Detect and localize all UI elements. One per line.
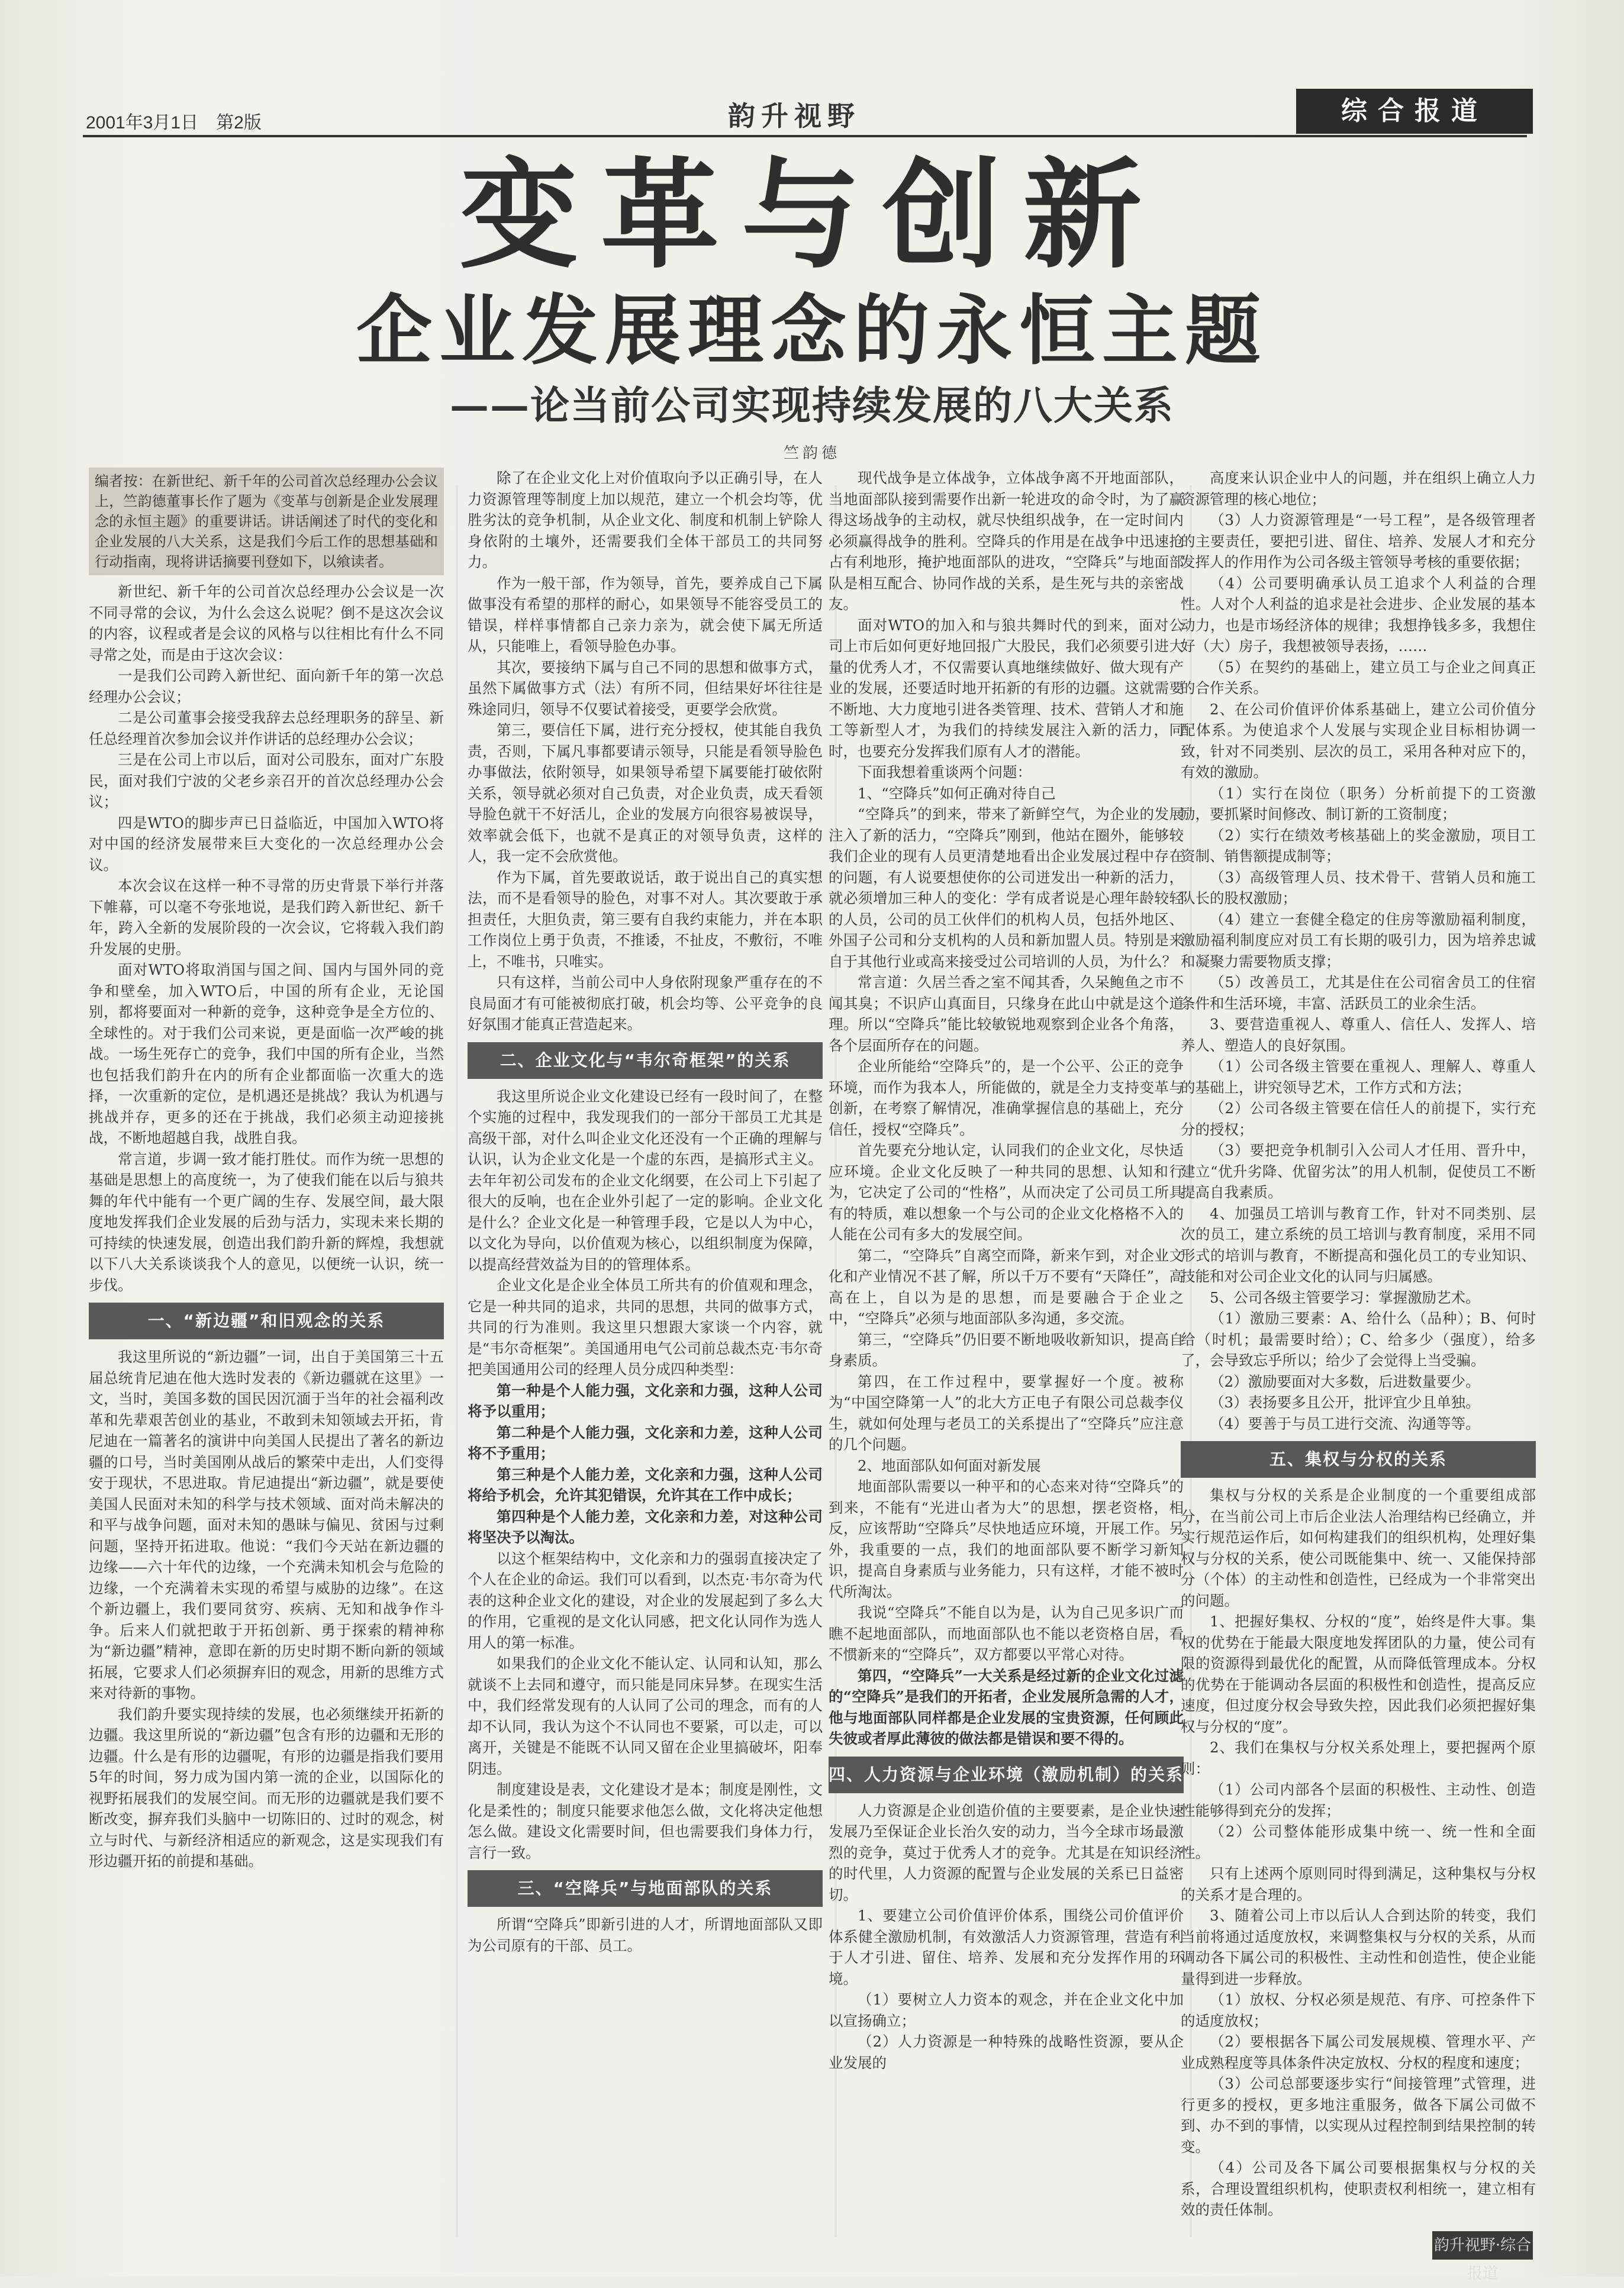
- paragraph: 3、要营造重视人、尊重人、信任人、发挥人、培养人、塑造人的良好氛围。: [1181, 1016, 1536, 1054]
- paragraph: 第三，要信任下属，进行充分授权，使其能自我负责，否则，下属凡事都要请示领导，只能是看领导脸色办事做法，依附领导，如果领导希望下属要能打破依附关系，领导就必须对自己负责，对企业负责，成天看领导脸色就干不好活儿，企业的发展方向很容易被误导，效率就会低下，也就不是真正的对领导负责，这样的人，我一定不会欣赏他。: [468, 721, 823, 865]
- paragraph: 首先要充分地认定，认同我们的企业文化，尽快适应环境。企业文化反映了一种共同的思想、认知和行为，它决定了公司的“性格”，从而决定了公司员工所具有的特质，难以想象一个与公司的企业文化格格不入的人能在公司有多大的发展空间。: [829, 1142, 1184, 1243]
- paragraph: 第四，“空降兵”一大关系是经过新的企业文化过滤的“空降兵”是我们的开拓者，企业发展所急需的人才，他与地面部队同样都是企业发展的宝贵资源，任何顾此失彼或者厚此薄彼的做法都是错误和要不得的。: [829, 1667, 1184, 1747]
- paragraph: （5）在契约的基础上，建立员工与企业之间真正的合作关系。: [1181, 658, 1536, 697]
- paragraph: 以这个框架结构中，文化亲和力的强弱直接决定了个人在企业的命运。我们可以看到，以杰克·韦尔奇为代表的这种企业文化的建设，对企业的发展起到了多么大的作用，它重视的是文化认同感，把文化认同作为选人用人的第一标准。: [468, 1549, 823, 1651]
- paragraph: （2）人力资源是一种特殊的战略性资源，要从企业发展的: [829, 2033, 1184, 2071]
- paragraph: 第二，“空降兵”自离空而降，新来乍到，对企业文化和产业情况不甚了解，所以千万不要有“天降任”，高高在上，自以为是的思想，而是要融合于企业之中，“空降兵”必须与地面部队多沟通，多交流。: [829, 1246, 1184, 1327]
- article-column-3: [829, 468, 1184, 2219]
- paragraph: 1、把握好集权、分权的“度”，始终是件大事。集权的优势在于能最大限度地发挥团队的力量，使公司有限的资源得到最优化的配置，从而降低管理成本。分权的优势在于能调动各层面的积极性和创造性，提高反应速度，但过度分权会导致失控，因此我们必须把握好集权与分权的“度”。: [1181, 1613, 1536, 1735]
- paragraph: 除了在企业文化上对价值取向予以正确引导，在人力资源管理等制度上加以规范，建立一个机会均等，优胜劣汰的竞争机制，从企业文化、制度和机制上铲除人身依附的土壤外，还需要我们全体干部员工的共同努力。: [468, 469, 823, 571]
- byline: 竺韵德: [783, 444, 840, 462]
- section-badge: 综合报道: [1296, 89, 1533, 134]
- paragraph: （1）要树立人力资本的观念，并在企业文化中加以宣扬确立；: [829, 1991, 1184, 2029]
- paragraph: 作为一般干部，作为领导，首先，要养成自己下属做事没有希望的那样的耐心，如果领导不能容受员工的错误，样样事情都自己亲力亲为，就会使下属无所适从，只能唯上，看领导脸色办事。: [468, 574, 823, 655]
- paragraph: （4）公司要明确承认员工追求个人利益的合理性。人对个人利益的追求是社会进步、企业发展的基本动力，也是市场经济体的规律；我想挣钱多多，我想住好（大）房子，我想被领导表扬，……: [1181, 574, 1536, 655]
- editor-note: 编者按：在新世纪、新千年的公司首次总经理办公会议上，竺韵德董事长作了题为《变革与创新是企业发展理念的永恒主题》的重要讲话。讲话阐述了时代的变化和企业发展的八大关系，这是我们今后工作的思想基础和行动指南，现将讲话摘要刊登如下，以飨读者。: [89, 468, 444, 575]
- paragraph: （1）实行在岗位（职务）分析前提下的工资激励，要抓紧时间修改、制订新的工资制度；: [1181, 784, 1536, 823]
- paragraph: 如果我们的企业文化不能认定、认同和认知，那么就谈不上去同和遵守，而只能是同床异梦。在现实生活中，我们经常发现有的人认同了公司的理念，而有的人却不认同，我认为这个不认同也不要紧，可以走，可以离开，关键是不能既不认同又留在企业里搞破坏，阳奉阴违。: [468, 1655, 823, 1777]
- paragraph: 第四，在工作过程中，要掌握好一个度。被称为“中国空降第一人”的北大方正电子有限公司总裁李仪生，就如何处理与老员工的关系提出了“空降兵”应注意的几个问题。: [829, 1372, 1184, 1453]
- paragraph: （4）要善于与员工进行交流、沟通等等。: [1210, 1414, 1480, 1432]
- paragraph: （2）公司各级主管要在信任人的前提下，实行充分的授权；: [1181, 1100, 1536, 1138]
- footer-stamp: 韵升视野·综合报道: [1432, 2231, 1533, 2260]
- issue-date: 2001年3月1日 第2版: [86, 113, 262, 133]
- paragraph: （4）建立一套健全稳定的住房等激励福利制度，激励福利制度应对员工有长期的吸引力，因为培养忠诚和凝聚力需要物质支撑；: [1181, 910, 1536, 970]
- section-heading-1: 一、“新边疆”和旧观念的关系: [89, 1303, 444, 1339]
- paragraph: 我说“空降兵”不能自以为是，认为自己见多识广而瞧不起地面部队，而地面部队也不能以老资格自居，看不惯新来的“空降兵”，双方都要以平常心对待。: [829, 1604, 1184, 1663]
- paragraph: （3）人力资源管理是“一号工程”，是各级管理者的主要责任，要把引进、留住、培养、发展人才和充分发挥人的作用作为公司各级主管领导考核的重要依据；: [1181, 511, 1536, 571]
- paragraph: 常言道，步调一致才能打胜仗。而作为统一思想的基础是思想上的高度统一，为了使我们能在以后与狼共舞的年代中能有一个更广阔的生存、发展空间，最大限度地发挥我们企业发展的后劲与活力，实现未来长期的可持续的快速发展，创造出我们韵升新的辉煌，我想就以下八大关系谈谈我个人的意见，以便统一认识，统一步伐。: [89, 1150, 444, 1294]
- paragraph: 二是公司董事会接受我辞去总经理职务的辞呈、新任总经理首次参加会议并作讲话的总经理办公会议；: [89, 709, 444, 747]
- framework-item: 第一种是个人能力强，文化亲和力强，这种人公司将予以重用；: [468, 1381, 823, 1420]
- article-column-1: [89, 468, 444, 2219]
- paragraph: 三是在公司上市以后，面对公司股东，面对广东股民，面对我们宁波的父老乡亲召开的首次总经理办公会议；: [89, 751, 444, 810]
- paragraph: （4）公司及各下属公司要根据集权与分权的关系，合理设置组织机构，使职责权利相统一，建立相有效的责任体制。: [1181, 2159, 1536, 2218]
- framework-item: 第四种是个人能力差，文化亲和力差，对这种公司将坚决予以淘汰。: [468, 1507, 823, 1546]
- paragraph: 5、公司各级主管要学习：掌握激励艺术。: [1210, 1288, 1480, 1306]
- paragraph: 制度建设是表，文化建设才是本；制度是刚性，文化是柔性的；制度只能要求他怎么做，文化将决定他想怎么做。建设文化需要时间，但也需要我们身体力行，言行一致。: [468, 1781, 823, 1861]
- paragraph: （1）激励三要素：A、给什么（品种）；B、何时给（时机；最需要时给）；C、给多少（强度），给多了，会导致忘乎所以；给少了会觉得上当受骗。: [1181, 1310, 1536, 1369]
- masthead-rule: [83, 135, 1527, 137]
- paragraph: （2）公司整体能形成集中统一、统一性和全面性。: [1181, 1823, 1536, 1861]
- paragraph: 我这里所说企业文化建设已经有一段时间了，在整个实施的过程中，我发现我们的一部分干部员工尤其是高级干部，对什么叫企业文化还没有一个正确的理解与认识，认为企业文化是一个虚的东西，是搞形式主义。去年年初公司发布的企业文化纲要，在公司上下引起了很大的反响，也在企业外引起了一定的影响。企业文化是什么？企业文化是一种管理手段，它是以人为中心，以文化为导向，以价值观为核心，以组织制度为保障，以提高经营效益为目的的管理体系。: [468, 1087, 823, 1273]
- paragraph: 现代战争是立体战争，立体战争离不开地面部队，当地面部队接到需要作出新一轮进攻的命令时，为了赢得这场战争的主动权，就尽快组织战争，在一定时间内必须赢得战争的胜利。空降兵的作用是在战争中迅速抢占有利地形，掩护地面部队的进攻，“空降兵”与地面部队是相互配合、协同作战的关系，是生死与共的亲密战友。: [829, 469, 1184, 613]
- paragraph: 四是WTO的脚步声已日益临近，中国加入WTO将对中国的经济发展带来巨大变化的一次总经理办公会议。: [89, 814, 444, 874]
- paragraph: 其次，要接纳下属与自己不同的思想和做事方式，虽然下属做事方式（法）有所不同，但结果好坏往往是殊途同归，领导不仅要试着接受，更要学会欣赏。: [468, 658, 823, 718]
- paragraph: 所谓“空降兵”即新引进的人才，所谓地面部队又即为公司原有的干部、员工。: [468, 1916, 823, 1954]
- paragraph: 企业文化是企业全体员工所共有的价值观和理念，它是一种共同的追求，共同的思想，共同的做事方式，共同的行为准则。我这里只想跟大家谈一个内容，就是“韦尔奇框架”。美国通用电气公司前总裁杰克·韦尔奇把美国通用公司的经理人员分成四种类型：: [468, 1277, 823, 1378]
- paragraph: （5）改善员工，尤其是住在公司宿舍员工的住宿条件和生活环境，丰富、活跃员工的业余生活。: [1181, 974, 1536, 1012]
- article-column-4: [1181, 468, 1536, 2219]
- paragraph: 4、加强员工培训与教育工作，针对不同类别、层次的员工，建立系统的员工培训与教育制度，采用不同形式的培训与教育，不断提高和强化员工的专业知识、技能和对公司企业文化的认同与归属感。: [1181, 1204, 1536, 1285]
- paragraph: 只有这样，当前公司中人身依附现象严重存在的不良局面才有可能被彻底打破，机会均等、公平竞争的良好氛围才能真正营造起来。: [468, 974, 823, 1033]
- paragraph: 2、地面部队如何面对新发展: [858, 1456, 1041, 1474]
- paragraph: （2）激励要面对大多数，后进数量要少。: [1210, 1372, 1480, 1390]
- paragraph: 第三，“空降兵”仍旧要不断地吸收新知识，提高自身素质。: [829, 1330, 1184, 1369]
- column-divider: [456, 485, 458, 2237]
- article-column-2: [468, 468, 823, 2219]
- paragraph: （1）公司内部各个层面的积极性、主动性、创造性能够得到充分的发挥；: [1181, 1781, 1536, 1819]
- paragraph: 我这里所说的“新边疆”一词，出自于美国第三十五届总统肯尼迪在他大选时发表的《新边疆就在这里》一文，当时，美国多数的国民因沉湎于当年的社会福利改革和先辈艰苦创业的基业，不敢到未知领域去开拓，肯尼迪在一篇著名的演讲中向美国人民提出了著名的新边疆的口号，当时美国刚从战后的繁荣中走出，人们变得安于现状，不思进取。肯尼迪提出“新边疆”，就是要使美国人民面对未知的科学与技术领域、面对尚未解决的和平与战争问题，面对未知的愚昧与偏见、贫困与过剩问题，坚持开拓进取。他说：“我们今天站在新边疆的边缘——六十年代的边缘，一个充满未知机会与危险的边缘，一个充满着未实现的希望与威胁的边缘”。在这个新边疆上，我们要同贫穷、疾病、无知和战争作斗争。后来人们就把敢于开拓创新、勇于探索的精神称为“新边疆”精神，意即在新的历史时期不断向新的领域拓展，它要求人们必须摒弃旧的观念，用新的思维方式来对待新的事物。: [89, 1348, 444, 1702]
- paragraph: 2、在公司价值评价体系基础上，建立公司价值分配体系。为使追求个人发展与实现企业目标相协调一致，针对不同类别、层次的员工，采用各种对应下的，有效的激励。: [1181, 700, 1536, 781]
- paragraph: 下面我想着重谈两个问题：: [858, 763, 1032, 781]
- paragraph: 作为下属，首先要敢说话，敢于说出自己的真实想法，而不是看领导的脸色，对事不对人。其次要敢于承担责任，大胆负责，第三要有自我约束能力，并在本职工作岗位上勇于负责，不推诿，不扯皮，不敷衍，不唯上，不唯书，只唯实。: [468, 868, 823, 970]
- paragraph: 面对WTO将取消国与国之间、国内与国外同的竞争和壁垒，加入WTO后，中国的所有企业，无论国别，都将要面对一种新的竞争，这种竞争是全方位的、全球性的。对于我们公司来说，更是面临一次严峻的挑战。一场生死存亡的竞争，我们中国的所有企业，当然也包括我们韵升在内的所有企业都面临一次重大的选择，一次重新的定位，是机遇还是挑战？我认为机遇与挑战并存，更多的还在于挑战，我们必须主动迎接挑战，不断地超越自我，战胜自我。: [89, 961, 444, 1146]
- paragraph: （3）公司总部要逐步实行“间接管理”式管理，进行更多的授权，更多地注重服务，做各下属公司做不到、办不到的事情，以实现从过程控制到结果控制的转变。: [1181, 2075, 1536, 2155]
- section-heading-3: 三、“空降兵”与地面部队的关系: [468, 1870, 823, 1907]
- paragraph: 一是我们公司跨入新世纪、面向新千年的第一次总经理办公会议；: [89, 667, 444, 705]
- paragraph: 3、随着公司上市以后认人合到达阶的转变，我们当前将通过适度放权，来调整集权与分权的关系，从而调动各下属公司的积极性、主动性和创造性，使企业能量得到进一步释放。: [1181, 1907, 1536, 1987]
- paragraph: （3）要把竞争机制引入公司人才任用、晋升中，建立“优升劣降、优留劣汰”的用人机制，促使员工不断提高自我素质。: [1181, 1142, 1536, 1201]
- paper-name: 韵升视野: [728, 100, 861, 132]
- paragraph: （2）实行在绩效考核基础上的奖金激励，项目工资制、销售额提成制等；: [1181, 826, 1536, 865]
- paragraph: （2）要根据各下属公司发展规模、管理水平、产业成熟程度等具体条件决定放权、分权的程度和速度；: [1181, 2033, 1536, 2071]
- framework-item: 第三种是个人能力差，文化亲和力强，这种人公司将给予机会，允许其犯错误，允许其在工作中成长；: [468, 1465, 823, 1504]
- paragraph: 地面部队需要以一种平和的心态来对待“空降兵”的到来，不能有“光进山者为大”的思想，摆老资格，相反，应该帮助“空降兵”尽快地适应环境，开展工作。另外，我重要的一点，我们的地面部队要不断学习新知识，提高自身素质与业务能力，只有这样，才能不被时代所淘汰。: [829, 1478, 1184, 1600]
- paragraph: 集权与分权的关系是企业制度的一个重要组成部分，在当前公司上市后企业法人治理结构已经确立，并实行规范运作后，如何构建我们的组织机构，处理好集权与分权的关系，使公司既能集中、统一、又能保持部分（个体）的主动性和创造性，已经成为一个非常突出的问题。: [1181, 1487, 1536, 1609]
- paragraph: （3）表扬要多且公开，批评宜少且单独。: [1210, 1394, 1480, 1411]
- paragraph: 1、“空降兵”如何正确对待自己: [858, 784, 1056, 802]
- paragraph: （1）公司各级主管要在重视人、理解人、尊重人的基础上，讲究领导艺术，工作方式和方法；: [1181, 1058, 1536, 1096]
- paragraph: 只有上述两个原则同时得到满足，这种集权与分权的关系才是合理的。: [1181, 1865, 1536, 1903]
- paragraph: 面对WTO的加入和与狼共舞时代的到来，面对公司上市后如何更好地回报广大股民，我们必须要引进大量的优秀人才，不仅需要认真地继续做好、做大现有产业的发展，还要适时地开拓新的有形的边疆。这就需要不断地、大力度地引进各类管理、技术、营销人才和施工等新型人才，为我们的持续发展注入新的活力，同时，也要充分发挥我们原有人才的潜能。: [829, 616, 1184, 760]
- paragraph: 1、要建立公司价值评价体系，围绕公司价值评价体系健全激励机制，有效激活人力资源管理，营造有利于人才引进、留住、培养、发展和充分发挥作用的环境。: [829, 1907, 1184, 1987]
- paragraph: 企业所能给“空降兵”的，是一个公平、公正的竞争环境，而作为我本人，所能做的，就是全力支持变革与创新，在考察了解情况，准确掌握信息的基础上，充分信任，授权“空降兵”。: [829, 1058, 1184, 1138]
- paragraph: 新世纪、新千年的公司首次总经理办公会议是一次不同寻常的会议，为什么会这么说呢？倒不是这次会议的内容，议程或者是会议的风格与以往相比有什么不同寻常之处，而是由于这次会议：: [89, 583, 444, 663]
- section-heading-4: 四、人力资源与企业环境（激励机制）的关系: [829, 1757, 1184, 1793]
- sub-headline: 企业发展理念的永恒主题: [356, 287, 1268, 375]
- paragraph: “空降兵”的到来，带来了新鲜空气，为企业的发展注入了新的活力，“空降兵”刚到，他站在圈外，能够较我们企业的现有人员更清楚地看出企业发展过程中存在的问题，有人说要想使你的公司迸发出一种新的活力，就必须增加三种人的变化：学有成者说是心理年龄较轻的人员，公司的员工伙伴们的机构人员，包括外地区、外国子公司和分支机构的人员和新加盟人员。特别是来自于其他行业或高来接受过公司培训的人员，为什么？: [829, 805, 1184, 970]
- paragraph: 2、我们在集权与分权关系处理上，要把握两个原则：: [1181, 1739, 1536, 1777]
- section-heading-5: 五、集权与分权的关系: [1181, 1441, 1536, 1478]
- deck-headline: ——论当前公司实现持续发展的八大关系: [450, 382, 1174, 428]
- paragraph: （3）高级管理人员、技术骨干、营销人员和施工队长的股权激励；: [1181, 868, 1536, 907]
- framework-item: 第二种是个人能力强，文化亲和力差，这种人公司将不予重用；: [468, 1423, 823, 1462]
- paragraph: （1）放权、分权必须是规范、有序、可控条件下的适度放权；: [1181, 1991, 1536, 2029]
- main-headline: 变革与创新: [459, 147, 1164, 285]
- paragraph: 高度来认识企业中人的问题，并在组织上确立人力资源管理的核心地位；: [1181, 469, 1536, 508]
- paragraph: 常言道：久居兰香之室不闻其香，久呆鲍鱼之市不闻其臭；不识庐山真面目，只缘身在此山中就是这个道理。所以“空降兵”能比较敏锐地观察到企业各个角落，各个层面所存在的问题。: [829, 974, 1184, 1054]
- paragraph: 人力资源是企业创造价值的主要要素，是企业快速发展乃至保证企业长治久安的动力，当今全球市场最激烈的竞争，莫过于优秀人才的竞争。尤其是在知识经济的时代里，人力资源的配置与企业发展的关系已日益密切。: [829, 1802, 1184, 1903]
- paragraph: 本次会议在这样一种不寻常的历史背景下举行并落下帷幕，可以毫不夸张地说，是我们跨入新世纪、新千年，跨入全新的发展阶段的一次会议，它将载入我们韵升发展的史册。: [89, 877, 444, 958]
- paragraph: 我们韵升要实现持续的发展，也必须继续开拓新的边疆。我这里所说的“新边疆”包含有形的边疆和无形的边疆。什么是有形的边疆呢，有形的边疆是指我们要用5年的时间，努力成为国内第一流的企业，以国际化的视野拓展我们的发展空间。而无形的边疆就是我们要不断改变，摒弃我们头脑中一切陈旧的、过时的观念，树立与时代、与新经济相适应的新观念，这是实现我们有形边疆开拓的前提和基础。: [89, 1705, 444, 1870]
- section-heading-2: 二、企业文化与“韦尔奇框架”的关系: [468, 1042, 823, 1079]
